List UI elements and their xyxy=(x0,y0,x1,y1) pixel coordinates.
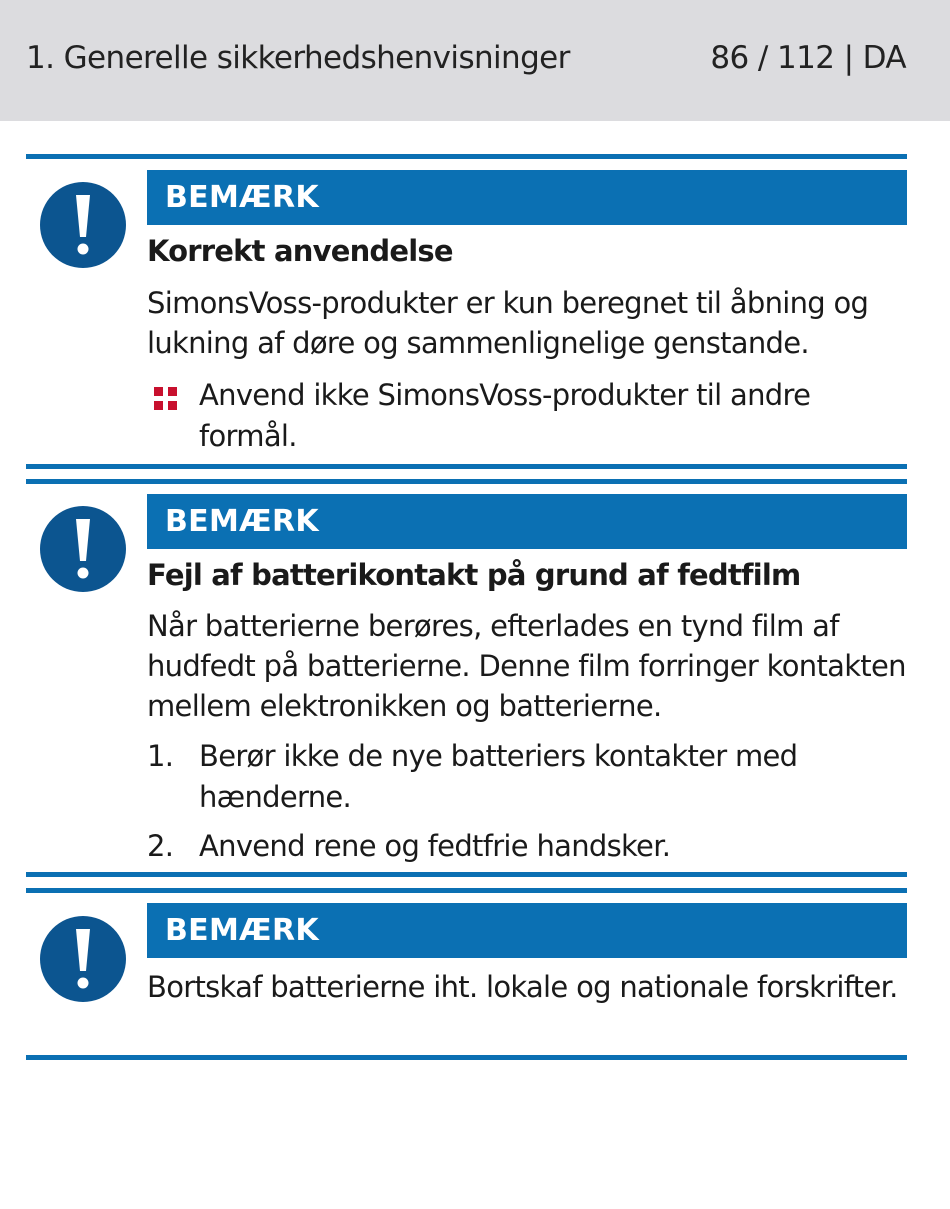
notice-paragraph: Bortskaf batterierne iht. lokale og nationale forskrifter. xyxy=(147,970,898,1004)
notice-top-rule xyxy=(26,154,907,159)
notice-top-rule xyxy=(26,888,907,893)
step-number: 2. xyxy=(147,829,174,863)
step-text: Berør ikke de nye batteriers kontakter med hænderne. xyxy=(199,739,798,814)
exclamation-icon xyxy=(36,178,130,272)
page-header xyxy=(0,0,950,121)
notice-bottom-rule xyxy=(26,872,907,877)
section-title: 1. Generelle sikkerhedshenvisninger xyxy=(26,40,570,76)
notice-bottom-rule xyxy=(26,1055,907,1060)
square-bullet-icon xyxy=(154,387,177,410)
step-text: Anvend rene og fedtfrie handsker. xyxy=(199,829,671,863)
list-item-text: Anvend ikke SimonsVoss-produkter til andre formål. xyxy=(199,378,811,453)
notice-label: BEMÆRK xyxy=(147,170,907,225)
list-item xyxy=(147,375,907,459)
notice-label: BEMÆRK xyxy=(147,903,907,958)
notice-top-rule xyxy=(26,479,907,484)
notice-bottom-rule xyxy=(26,464,907,469)
step-item xyxy=(147,826,907,868)
notice-label: BEMÆRK xyxy=(147,494,907,549)
exclamation-icon xyxy=(36,502,130,596)
step-number: 1. xyxy=(147,739,174,773)
exclamation-icon xyxy=(36,912,130,1006)
notice-title: Korrekt anvendelse xyxy=(147,234,453,268)
notice-title: Fejl af batterikontakt på grund af fedtfilm xyxy=(147,558,801,592)
notice-paragraph: SimonsVoss-produkter er kun beregnet til åbning og lukning af døre og sammenlignelige genstande. xyxy=(147,286,869,360)
step-item xyxy=(147,736,907,820)
notice-paragraph: Når batterierne berøres, efterlades en tynd film af hudfedt på batterierne. Denne film forringer kontakten mellem elektronikken og batterierne. xyxy=(147,609,906,723)
page-info: 86 / 112 | DA xyxy=(710,40,906,76)
